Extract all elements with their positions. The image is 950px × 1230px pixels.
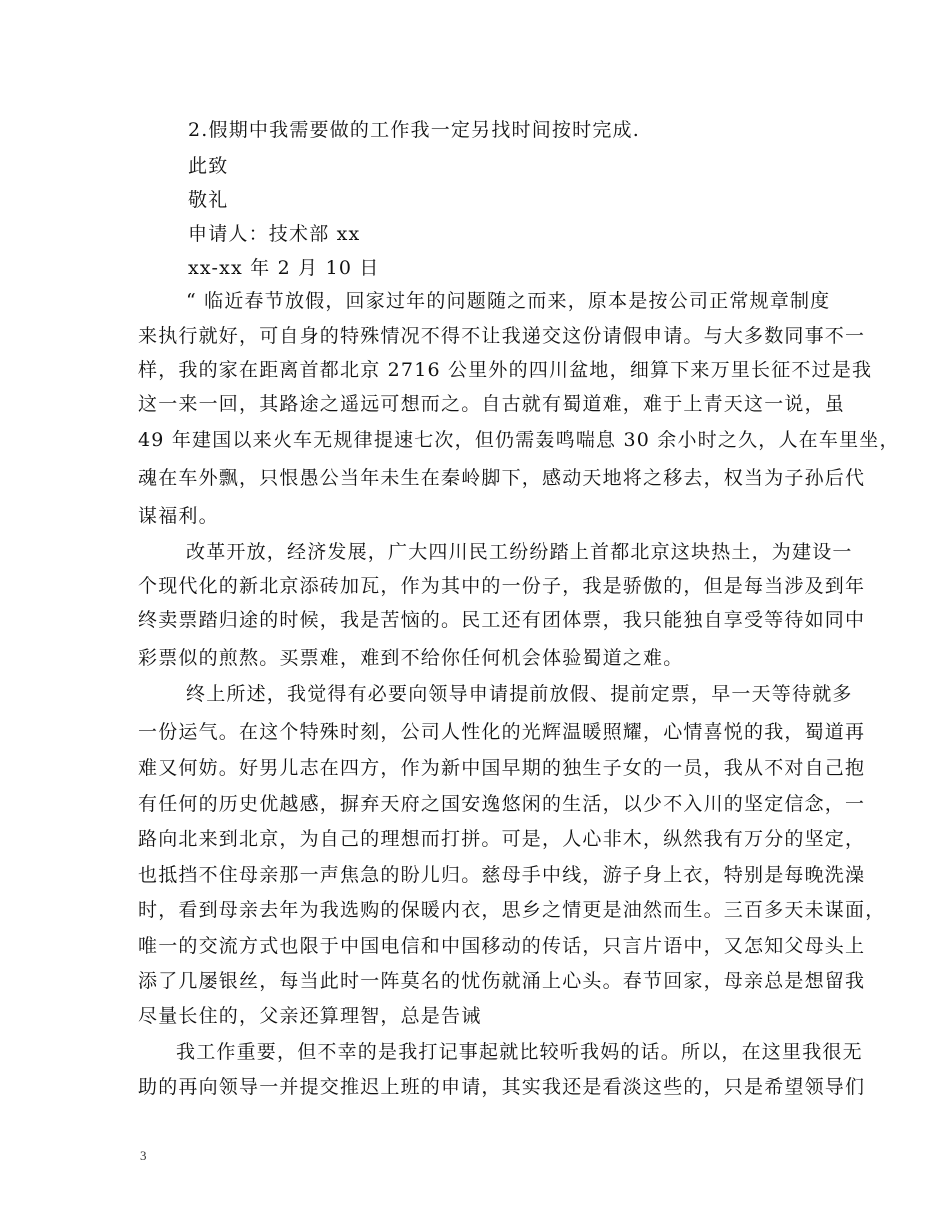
applicant-line: 申请人：技术部 xx — [188, 223, 361, 245]
paragraph-line: 也抵挡不住母亲那一声焦急的盼儿归。慈母手中线，游子身上衣，特别是每晚洗澡 — [138, 864, 866, 886]
paragraph-line: 个现代化的新北京添砖加瓦，作为其中的一份子，我是骄傲的，但是每当涉及到年 — [138, 575, 866, 597]
list-item-2: 2.假期中我需要做的工作我一定另找时间按时完成. — [188, 119, 640, 141]
date-line: xx-xx 年 2 月 10 日 — [188, 257, 380, 279]
page-number: 3 — [140, 1148, 147, 1163]
paragraph-line: 彩票似的煎熬。买票难，难到不给你任何机会体验蜀道之难。 — [138, 647, 684, 669]
paragraph-line: 添了几屡银丝，每当此时一阵莫名的忧伤就涌上心头。春节回家，母亲总是想留我 — [138, 970, 866, 992]
paragraph-line: 尽量长住的，父亲还算理智，总是告诫 — [138, 1005, 482, 1027]
paragraph-line: 来执行就好，可自身的特殊情况不得不让我递交这份请假申请。与大多数同事不一 — [138, 325, 866, 347]
paragraph-line: 终上所述，我觉得有必要向领导申请提前放假、提前定票，早一天等待就多 — [186, 683, 853, 705]
paragraph-line: 有任何的历史优越感，摒弃天府之国安逸悠闲的生活，以少不入川的坚定信念，一 — [138, 793, 866, 815]
paragraph-line: 谋福利。 — [138, 505, 219, 527]
paragraph-line: 难又何妨。好男儿志在四方，作为新中国早期的独生子女的一员，我从不对自己抱 — [138, 757, 866, 779]
paragraph-line: 终卖票踏归途的时候，我是苦恼的。民工还有团体票，我只能独自享受等待如同中 — [138, 609, 866, 631]
paragraph-line: 路向北来到北京，为自己的理想而打拼。可是，人心非木，纵然我有万分的坚定， — [138, 828, 866, 850]
paragraph-line: 样，我的家在距离首都北京 2716 公里外的四川盆地，细算下来万里长征不过是我 — [138, 359, 873, 381]
paragraph-line: 一份运气。在这个特殊时刻，公司人性化的光辉温暖照耀，心情喜悦的我，蜀道再 — [138, 721, 866, 743]
paragraph-line: 49 年建国以来火车无规律提速七次，但仍需轰鸣喘息 30 余小时之久，人在车里坐， — [138, 429, 900, 451]
paragraph-line: 助的再向领导一并提交推迟上班的申请，其实我还是看淡这些的，只是希望领导们 — [138, 1076, 866, 1098]
paragraph-line: “ 临近春节放假，回家过年的问题随之而来，原本是按公司正常规章制度 — [186, 290, 831, 312]
paragraph-line: 我工作重要，但不幸的是我打记事起就比较听我妈的话。所以，在这里我很无 — [176, 1041, 863, 1063]
paragraph-line: 时，看到母亲去年为我选购的保暖内衣，思乡之情更是油然而生。三百多天未谋面， — [138, 899, 886, 921]
paragraph-line: 这一来一回，其路途之遥远可想而之。自古就有蜀道难，难于上青天这一说，虽 — [138, 393, 846, 415]
paragraph-line: 唯一的交流方式也限于中国电信和中国移动的传话，只言片语中，又怎知父母头上 — [138, 935, 866, 957]
salutation-jingli: 敬礼 — [188, 189, 229, 211]
paragraph-line: 魂在车外飘，只恨愚公当年未生在秦岭脚下，感动天地将之移去，权当为子孙后代 — [138, 467, 866, 489]
salutation-cizhi: 此致 — [188, 155, 229, 177]
paragraph-line: 改革开放，经济发展，广大四川民工纷纷踏上首都北京这块热土，为建设一 — [186, 541, 853, 563]
